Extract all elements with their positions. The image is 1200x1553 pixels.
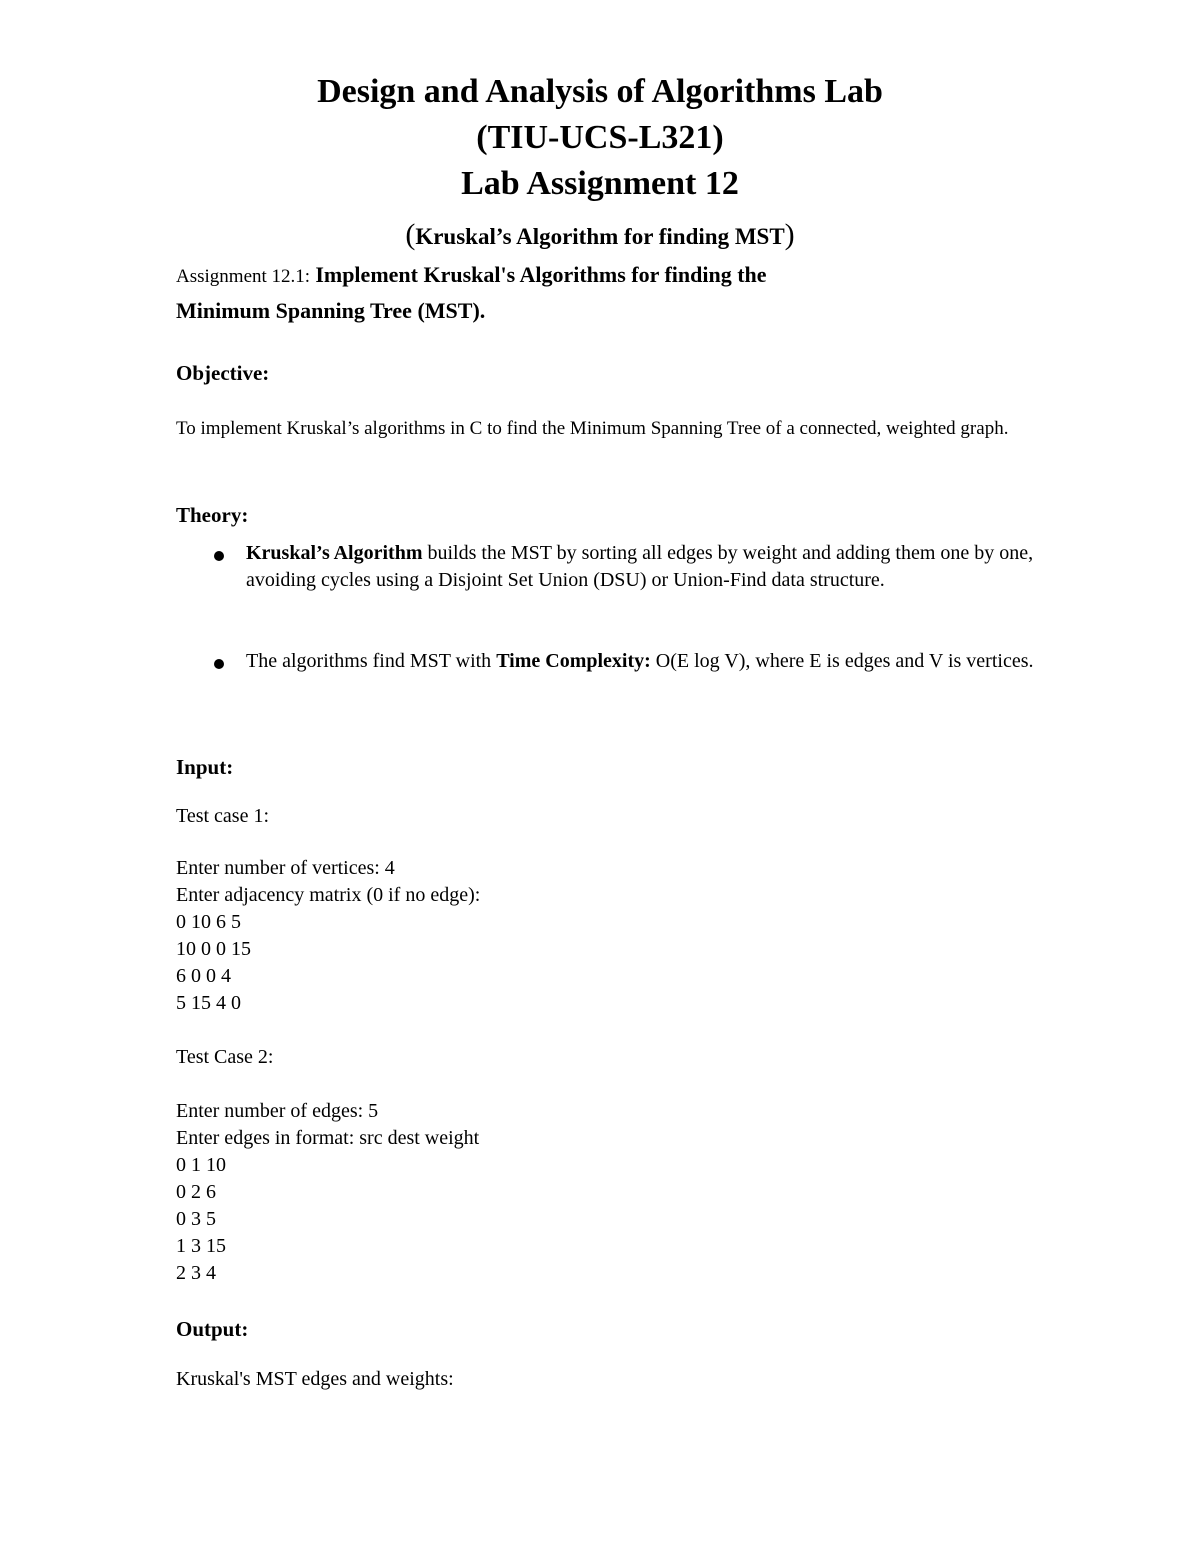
output-heading: Output:: [176, 1317, 249, 1341]
objective-heading: Objective:: [176, 361, 270, 385]
case2-line: 0 2 6: [176, 1181, 216, 1203]
bullet-dot-icon: [214, 659, 224, 669]
test-case2-label: Test Case 2:: [176, 1046, 274, 1068]
bullet2-bold: Time Complexity:: [496, 650, 651, 672]
objective-text: To implement Kruskal’s algorithms in C to find the Minimum Spanning Tree of a connected, weighted graph.: [176, 418, 1009, 439]
assignment-label: Assignment 12.1:: [176, 266, 311, 287]
case2-line: 1 3 15: [176, 1235, 226, 1257]
case2-line: 0 1 10: [176, 1154, 226, 1176]
subtitle-open-paren: (: [405, 218, 416, 251]
theory-heading: Theory:: [176, 503, 249, 527]
case2-line: Enter edges in format: src dest weight: [176, 1127, 480, 1149]
case1-line: 0 10 6 5: [176, 911, 241, 933]
bullet2-text-rest: O(E log V), where E is edges and V is vertices.: [650, 650, 1034, 672]
bullet1-bold: Kruskal’s Algorithm: [246, 542, 423, 564]
input-heading: Input:: [176, 755, 234, 779]
assignment-text-line2: Minimum Spanning Tree (MST).: [176, 298, 486, 323]
theory-bullet-kruskal: [246, 540, 1036, 594]
subtitle-text: Kruskal’s Algorithm for finding MST: [415, 224, 785, 249]
theory-bullet-complexity: [246, 648, 1036, 675]
case1-line: 5 15 4 0: [176, 992, 241, 1014]
output-text: Kruskal's MST edges and weights:: [176, 1368, 454, 1390]
bullet-dot-icon: [214, 551, 224, 561]
case1-line: 6 0 0 4: [176, 965, 231, 987]
case2-line: 0 3 5: [176, 1208, 216, 1230]
case1-line: 10 0 0 15: [176, 938, 251, 960]
assignment-statement-line1: [176, 258, 767, 294]
title-course: Design and Analysis of Algorithms Lab: [317, 73, 883, 110]
case2-line: Enter number of edges: 5: [176, 1100, 379, 1122]
subtitle-topic: [0, 218, 1200, 254]
bullet2-text-start: The algorithms find MST with: [246, 650, 497, 672]
subtitle-close-paren: ): [784, 218, 795, 251]
test-case1-label: Test case 1:: [176, 805, 270, 827]
title-course-code: (TIU-UCS-L321): [476, 119, 724, 156]
case1-line: Enter adjacency matrix (0 if no edge):: [176, 884, 481, 906]
title-assignment-number: Lab Assignment 12: [461, 165, 739, 202]
assignment-text-line1: Implement Kruskal's Algorithms for finding the: [315, 262, 767, 287]
case2-line: 2 3 4: [176, 1262, 216, 1284]
case1-line: Enter number of vertices: 4: [176, 857, 395, 879]
bullet1-text: builds the MST by sorting all edges by weight and adding them one by one, avoiding cycles using a Disjoint Set Union (DSU) or Union-Find data structure.: [246, 542, 1034, 591]
